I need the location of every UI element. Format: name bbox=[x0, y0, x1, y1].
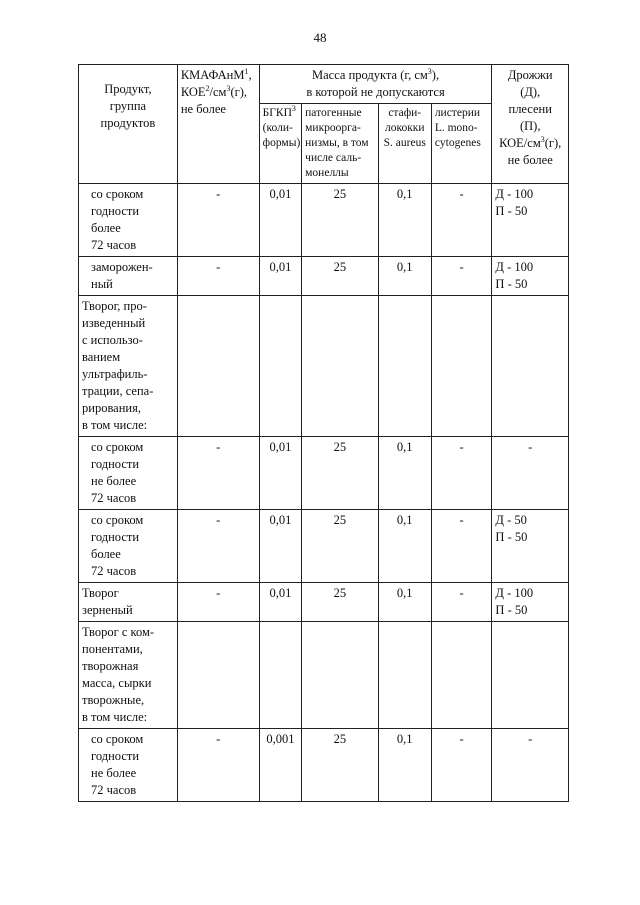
table-row bbox=[79, 510, 569, 583]
bgkp-cell bbox=[259, 296, 302, 437]
yeast-mold-cell bbox=[492, 296, 569, 437]
staph-cell: 0,1 bbox=[378, 583, 431, 622]
yeast-mold-cell: Д - 50 П - 50 bbox=[492, 510, 569, 583]
kmafanm-cell bbox=[177, 622, 259, 729]
yeast-mold-cell: - bbox=[492, 437, 569, 510]
pathogenic-cell bbox=[302, 296, 379, 437]
header-yeast-mold: Дрожжи (Д), плесени (П), КОЕ/$см^3(г)$, не более bbox=[492, 65, 569, 184]
table-body bbox=[79, 184, 569, 802]
kmafanm-cell: - bbox=[177, 510, 259, 583]
listeria-cell: - bbox=[431, 257, 492, 296]
product-name-cell: Творог с ком- понентами, творожная масса, сырки творожные, в том числе: bbox=[79, 622, 178, 729]
product-name-cell: со сроком годности не более 72 часов bbox=[79, 437, 178, 510]
pathogenic-cell: 25 bbox=[302, 257, 379, 296]
bgkp-cell: 0,01 bbox=[259, 437, 302, 510]
pathogenic-cell: 25 bbox=[302, 583, 379, 622]
bgkp-cell bbox=[259, 622, 302, 729]
bgkp-cell: 0,01 bbox=[259, 184, 302, 257]
kmafanm-cell: - bbox=[177, 729, 259, 802]
product-name-cell: заморожен- ный bbox=[79, 257, 178, 296]
listeria-cell: - bbox=[431, 184, 492, 257]
table-row bbox=[79, 296, 569, 437]
header-listeria: листерии L. mono- cytogenes bbox=[431, 104, 492, 184]
yeast-mold-cell bbox=[492, 622, 569, 729]
pathogenic-cell: 25 bbox=[302, 437, 379, 510]
table-row bbox=[79, 622, 569, 729]
staph-cell: 0,1 bbox=[378, 729, 431, 802]
pathogenic-cell: 25 bbox=[302, 729, 379, 802]
header-pathogenic: патогенные микроорга- низмы, в том числе саль- монеллы bbox=[302, 104, 379, 184]
table-row bbox=[79, 257, 569, 296]
staph-cell: 0,1 bbox=[378, 257, 431, 296]
yeast-mold-cell: Д - 100 П - 50 bbox=[492, 257, 569, 296]
product-name-cell: со сроком годности не более 72 часов bbox=[79, 729, 178, 802]
header-bgkp: БГКП$^3$ (коли- формы) bbox=[259, 104, 302, 184]
listeria-cell: - bbox=[431, 437, 492, 510]
kmafanm-cell: - bbox=[177, 257, 259, 296]
bgkp-cell: 0,001 bbox=[259, 729, 302, 802]
header-row-1 bbox=[79, 65, 569, 104]
staph-cell: 0,1 bbox=[378, 510, 431, 583]
kmafanm-cell bbox=[177, 296, 259, 437]
staph-cell: 0,1 bbox=[378, 184, 431, 257]
header-staph: стафи- лококки S. aureus bbox=[378, 104, 431, 184]
header-product: Продукт, группа продуктов bbox=[79, 65, 178, 184]
table-row bbox=[79, 729, 569, 802]
staph-cell: 0,1 bbox=[378, 437, 431, 510]
yeast-mold-cell: Д - 100 П - 50 bbox=[492, 583, 569, 622]
listeria-cell bbox=[431, 622, 492, 729]
product-name-cell: со сроком годности более 72 часов bbox=[79, 510, 178, 583]
bgkp-cell: 0,01 bbox=[259, 583, 302, 622]
page-number: 48 bbox=[313, 30, 327, 45]
header-kmafanm: КМАФАнМ$^1$, $КОЕ^2/см^3(г)$, не более bbox=[177, 65, 259, 184]
table-row bbox=[79, 437, 569, 510]
kmafanm-cell: - bbox=[177, 184, 259, 257]
product-name-cell: Творог зерненый bbox=[79, 583, 178, 622]
bgkp-cell: 0,01 bbox=[259, 510, 302, 583]
pathogenic-cell bbox=[302, 622, 379, 729]
microbiology-norms-table bbox=[78, 64, 569, 802]
yeast-mold-cell: Д - 100 П - 50 bbox=[492, 184, 569, 257]
listeria-cell bbox=[431, 296, 492, 437]
table-row bbox=[79, 583, 569, 622]
bgkp-cell: 0,01 bbox=[259, 257, 302, 296]
product-name-cell: Творог, про- изведенный с использо- ванием ультрафиль- трации, сепа- рирования, в том числе: bbox=[79, 296, 178, 437]
pathogenic-cell: 25 bbox=[302, 184, 379, 257]
kmafanm-cell: - bbox=[177, 437, 259, 510]
product-name-cell: со сроком годности более 72 часов bbox=[79, 184, 178, 257]
staph-cell bbox=[378, 622, 431, 729]
yeast-mold-cell: - bbox=[492, 729, 569, 802]
listeria-cell: - bbox=[431, 583, 492, 622]
pathogenic-cell: 25 bbox=[302, 510, 379, 583]
table-row bbox=[79, 184, 569, 257]
listeria-cell: - bbox=[431, 510, 492, 583]
kmafanm-cell: - bbox=[177, 583, 259, 622]
staph-cell bbox=[378, 296, 431, 437]
listeria-cell: - bbox=[431, 729, 492, 802]
header-mass-group: Масса продукта (г, $см^3$), в которой не допускаются bbox=[259, 65, 492, 104]
